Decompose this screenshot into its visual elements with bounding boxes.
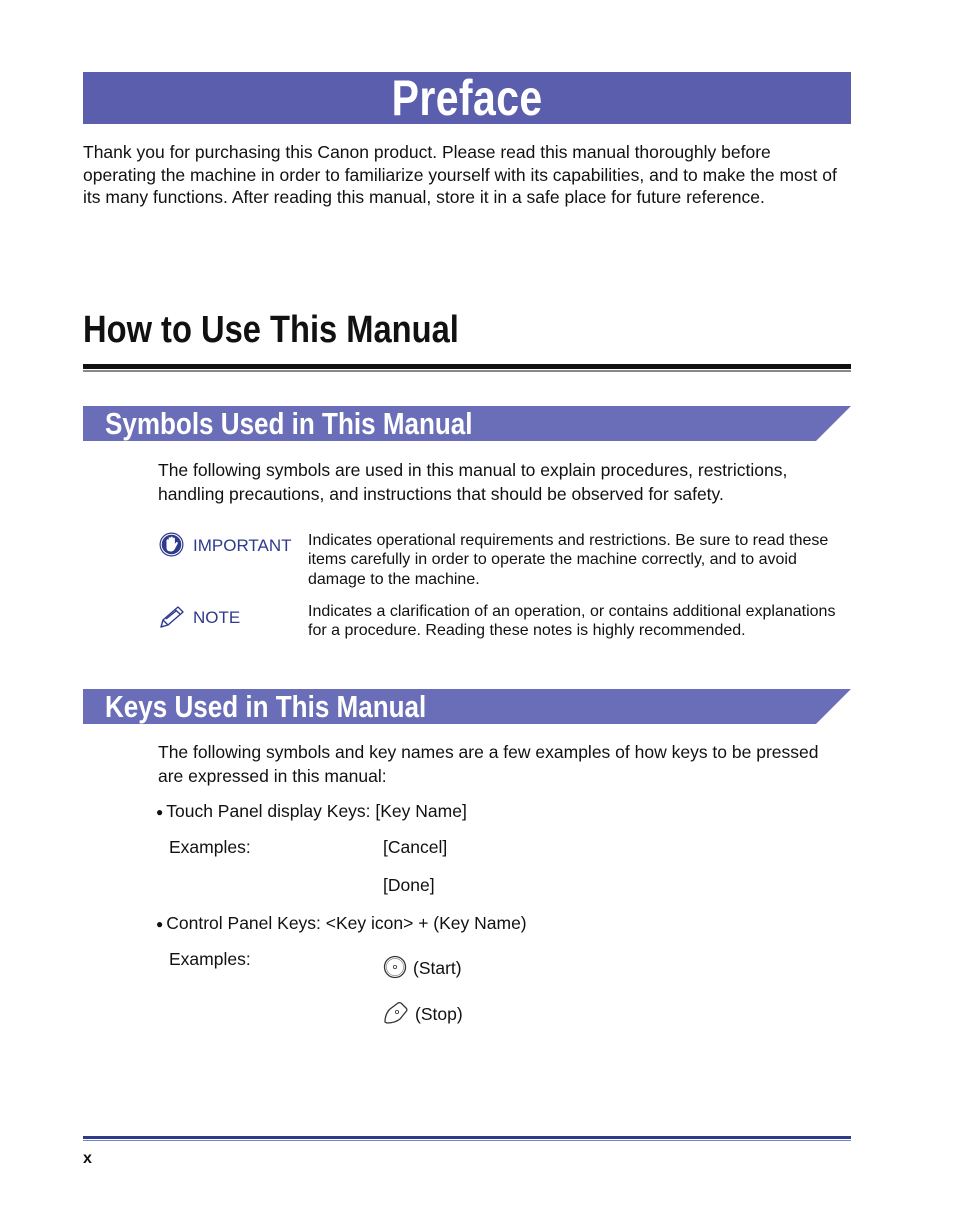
symbols-intro: The following symbols are used in this manual to explain procedures, restrictions, handling precautions, and instructions that should be observed for safety. (158, 460, 788, 504)
note-description: Indicates a clarification of an operation, or contains additional explanations for a procedure. Reading these notes is highly recommended. (308, 603, 836, 640)
note-pencil-icon (158, 604, 186, 635)
important-hand-icon (158, 531, 185, 563)
touch-panel-bullet (156, 800, 467, 823)
important-label: IMPORTANT (193, 536, 292, 555)
start-key-icon (383, 955, 407, 984)
bullet-dot: ● (156, 917, 164, 932)
page-number: x (83, 1150, 92, 1167)
stop-key-icon (383, 1001, 409, 1030)
example-stop-key: (Stop) (415, 1004, 463, 1024)
note-label: NOTE (193, 608, 241, 627)
control-panel-examples-label: Examples: (169, 949, 251, 969)
example-start-key: (Start) (413, 958, 462, 978)
heading-rule-shadow (83, 370, 851, 372)
preface-banner (83, 72, 851, 124)
control-panel-bullet-text: Control Panel Keys: <Key icon> + (Key Name) (166, 913, 527, 933)
keys-intro: The following symbols and key names are a few examples of how keys to be pressed are expressed in this manual: (158, 742, 819, 786)
footer-rule (83, 1136, 851, 1139)
example-done-key: [Done] (383, 875, 435, 895)
important-description: Indicates operational requirements and restrictions. Be sure to read these items carefully in order to operate the machine correctly, and to avoid damage to the machine. (308, 532, 829, 588)
how-to-title: How to Use This Manual (83, 309, 459, 351)
heading-rule (83, 364, 851, 369)
control-panel-bullet (156, 912, 527, 935)
bullet-dot: ● (156, 805, 164, 820)
footer-rule-shadow (83, 1140, 851, 1141)
preface-title: Preface (391, 70, 543, 126)
touch-panel-bullet-text: Touch Panel display Keys: [Key Name] (166, 801, 467, 821)
symbols-section-title: Symbols Used in This Manual (105, 406, 473, 441)
keys-section-banner (83, 689, 851, 724)
symbols-section-banner (83, 406, 851, 441)
preface-intro: Thank you for purchasing this Canon product. Please read this manual thoroughly before operating the machine in order to familiarize yourself with its capabilities, and to make the most of its many functions. After reading this manual, store it in a safe place for future reference. (83, 142, 837, 207)
keys-section-title: Keys Used in This Manual (105, 689, 427, 724)
touch-panel-examples-label: Examples: (169, 837, 251, 857)
example-cancel-key: [Cancel] (383, 837, 448, 857)
